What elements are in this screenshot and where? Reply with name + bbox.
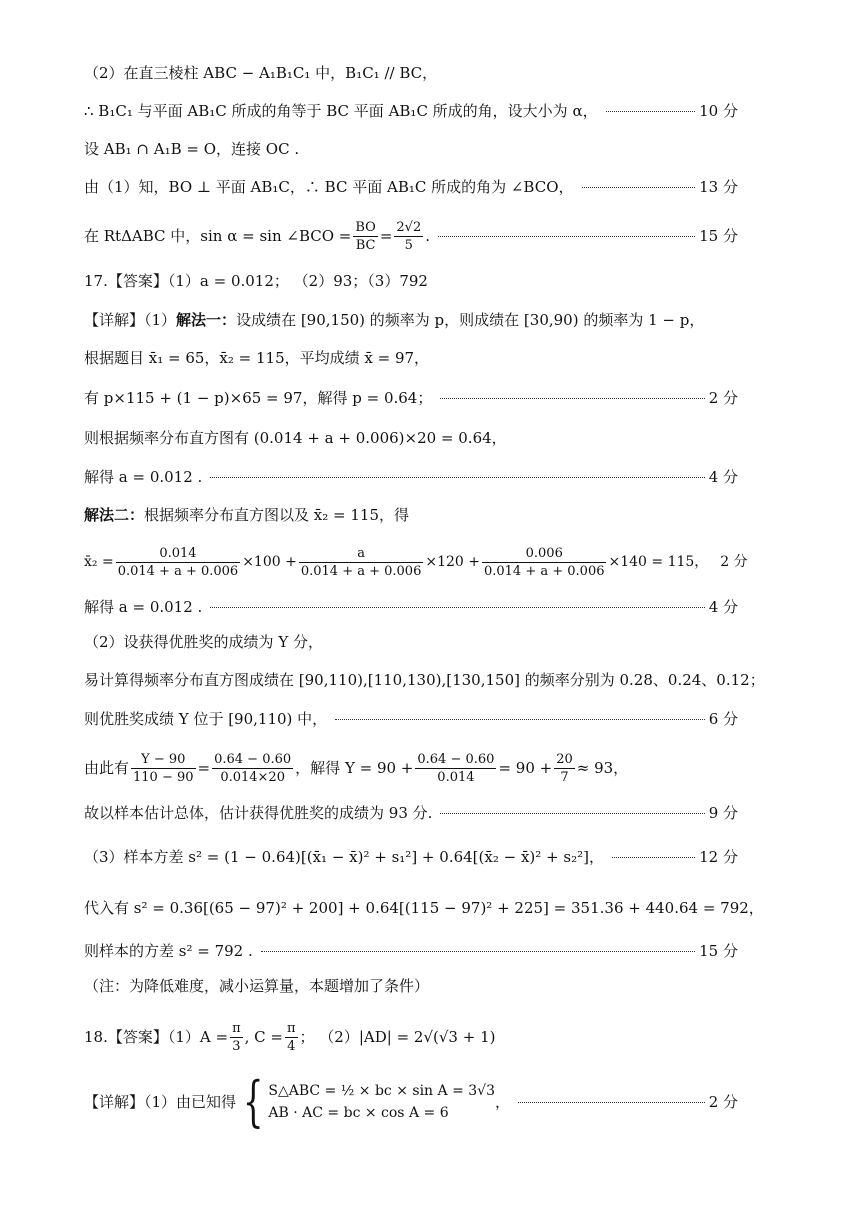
score-label: 2 分: [708, 389, 738, 407]
text-line: [84, 176, 738, 198]
line-text: 【详解】（1）由已知得: [84, 1093, 237, 1111]
line-text: 在 RtΔABC 中，sin α = sin ∠BCO =: [84, 227, 352, 245]
text-line: [84, 138, 738, 160]
text-line: [84, 1068, 738, 1136]
text-line: [84, 387, 738, 409]
fraction: [353, 219, 377, 254]
fraction-denominator: 0.014 + a + 0.006: [300, 563, 422, 579]
fraction: [482, 545, 607, 580]
text-line: [84, 708, 738, 730]
text-line: [84, 669, 765, 691]
line-text: 设 AB₁ ∩ A₁B = O，连接 OC .: [84, 140, 300, 158]
line-text: （注：为降低难度，减小运算量，本题增加了条件）: [84, 977, 430, 995]
fraction-numerator: 0.64 − 0.60: [417, 751, 495, 767]
fraction: [554, 751, 575, 786]
text-line: [84, 62, 738, 84]
fraction-denominator: 0.014×20: [220, 769, 285, 785]
fraction-numerator: π: [286, 1020, 296, 1036]
text-line: [84, 466, 738, 488]
leader-dots: [440, 398, 704, 399]
line-text: x̄₂ =: [84, 554, 114, 570]
leader-dots: [335, 719, 705, 720]
fraction: [299, 545, 424, 580]
line-text: ，: [495, 1093, 511, 1111]
fraction-numerator: 20: [556, 751, 573, 767]
line-text: 18.【答案】（1）A =: [84, 1028, 229, 1046]
fraction-denominator: 0.014 + a + 0.006: [483, 563, 605, 579]
score-label: 9 分: [708, 804, 738, 822]
fraction: [285, 1020, 298, 1055]
fraction-denominator: 0.014: [437, 769, 475, 785]
line-text: 设成绩在 [90,150) 的频率为 p，则成绩在 [30,90) 的频率为 1 − p，: [236, 311, 705, 329]
fraction: [212, 751, 293, 786]
fraction-denominator: 4: [287, 1038, 296, 1054]
fraction-denominator: 7: [560, 769, 569, 785]
leader-dots: [612, 857, 695, 858]
line-text: , C =: [244, 1028, 283, 1046]
fraction: [131, 751, 196, 786]
fraction-denominator: BC: [355, 237, 376, 253]
line-text: ； （2）|AD| = 2√(√3 + 1): [299, 1028, 496, 1046]
line-text: = 90 +: [498, 759, 553, 777]
text-line: [84, 504, 738, 526]
line-text: 易计算得频率分布直方图成绩在 [90,110),[110,130),[130,150] 的频率分别为 0.28、0.24、0.12；: [84, 671, 765, 689]
text-line: [84, 347, 738, 369]
fraction-numerator: π: [232, 1020, 241, 1036]
text-line: [84, 538, 748, 586]
fraction: [415, 751, 496, 786]
line-text: ≈ 93，: [576, 759, 629, 777]
text-line: [84, 940, 738, 962]
line-text: 【详解】（1）: [84, 311, 177, 329]
fraction-denominator: 110 − 90: [133, 769, 194, 785]
fraction-numerator: 0.64 − 0.60: [214, 751, 292, 767]
line-text: ∴ B₁C₁ 与平面 AB₁C 所成的角等于 BC 平面 AB₁C 所成的角，设大小为 α，: [84, 102, 598, 120]
leader-dots: [582, 187, 696, 188]
score-label: 4 分: [708, 468, 738, 486]
line-text: 由此有: [84, 759, 130, 777]
fraction-numerator: a: [299, 545, 424, 563]
score-label: 4 分: [708, 598, 738, 616]
score-label: 2 分: [720, 554, 748, 570]
text-line: [84, 744, 738, 792]
fraction-numerator: Y − 90: [131, 751, 196, 769]
fraction-numerator: 0.006: [482, 545, 607, 563]
fraction: [394, 219, 423, 254]
score-label: 10 分: [699, 102, 738, 120]
line-text: （3）样本方差 s² = (1 − 0.64)[(x̄₁ − x̄)² + s₁²] + 0.64[(x̄₂ − x̄)² + s₂²]，: [84, 848, 604, 866]
line-text: 根据频率分布直方图以及 x̄₂ = 115，得: [144, 506, 409, 524]
score-label: 15 分: [699, 227, 738, 245]
line-text: =: [197, 759, 211, 777]
leader-dots: [606, 111, 696, 112]
text-line: [84, 212, 738, 260]
fraction: [116, 545, 241, 580]
line-text: 则优胜奖成绩 Y 位于 [90,110) 中，: [84, 710, 328, 728]
line-text: ×140 = 115，: [608, 554, 709, 570]
line-text: 故以样本估计总体，估计获得优胜奖的成绩为 93 分.: [84, 804, 433, 822]
equals-sign: =: [379, 227, 393, 245]
score-label: 13 分: [699, 178, 738, 196]
leader-dots: [440, 813, 704, 814]
text-line: [84, 309, 738, 331]
text-line: [84, 427, 738, 449]
line-text: 解得 a = 0.012 .: [84, 598, 203, 616]
text-line: [84, 802, 738, 824]
leader-dots: [261, 951, 695, 952]
line-text: （2）设获得优胜奖的成绩为 Y 分，: [84, 633, 323, 651]
line-text: （2）在直三棱柱 ABC − A₁B₁C₁ 中，B₁C₁ // BC，: [84, 64, 438, 82]
line-text: 解得 a = 0.012 .: [84, 468, 203, 486]
answer-line-18: [84, 1012, 738, 1062]
leader-dots: [210, 607, 704, 608]
line-text: 有 p×115 + (1 − p)×65 = 97，解得 p = 0.64；: [84, 389, 433, 407]
method-heading: 解法二：: [84, 506, 145, 524]
fraction-denominator: 0.014 + a + 0.006: [117, 563, 239, 579]
method-heading: 解法一：: [176, 311, 237, 329]
line-text: ，解得 Y = 90 +: [295, 759, 414, 777]
equation-row: S△ABC = ½ × bc × sin A = 3√3: [268, 1083, 496, 1099]
text-line: [84, 975, 738, 997]
equation-system: [236, 1070, 496, 1133]
leader-dots: [210, 477, 704, 478]
fraction-denominator: 5: [404, 237, 413, 253]
text-line: [84, 596, 738, 618]
leader-dots: [438, 236, 695, 237]
score-label: 12 分: [699, 848, 738, 866]
text-line: [84, 846, 738, 868]
line-text: 根据题目 x̄₁ = 65，x̄₂ = 115，平均成绩 x̄ = 97，: [84, 349, 430, 367]
line-text: 由（1）知，BO ⊥ 平面 AB₁C，∴ BC 平面 AB₁C 所成的角为 ∠BCO，: [84, 178, 574, 196]
text-line: [84, 631, 738, 653]
line-text: ×120 +: [425, 554, 480, 570]
equation-row: AB · AC = bc × cos A = 6: [268, 1105, 449, 1121]
fraction: [230, 1020, 243, 1055]
score-label: 2 分: [708, 1093, 738, 1111]
line-text: 17.【答案】（1）a = 0.012； （2）93；（3）792: [84, 272, 428, 290]
line-text: 代入有 s² = 0.36[(65 − 97)² + 200] + 0.64[(115 − 97)² + 225] = 351.36 + 440.64 = 792，: [84, 899, 764, 917]
score-label: 6 分: [708, 710, 738, 728]
line-text: 则样本的方差 s² = 792 .: [84, 942, 253, 960]
text-line: [84, 897, 764, 919]
line-text: .: [425, 227, 431, 245]
equation-rows: [268, 1080, 495, 1124]
leader-dots: [518, 1102, 705, 1103]
line-text: ×100 +: [242, 554, 297, 570]
fraction-denominator: 3: [232, 1038, 241, 1054]
left-brace: {: [242, 1070, 264, 1133]
fraction-numerator: 2√2: [396, 219, 422, 235]
score-label: 15 分: [699, 942, 738, 960]
fraction-numerator: BO: [355, 219, 376, 235]
fraction-numerator: 0.014: [116, 545, 241, 563]
answer-line-17: [84, 270, 738, 292]
text-line: [84, 100, 738, 122]
line-text: 则根据频率分布直方图有 (0.014 + a + 0.006)×20 = 0.64，: [84, 429, 507, 447]
